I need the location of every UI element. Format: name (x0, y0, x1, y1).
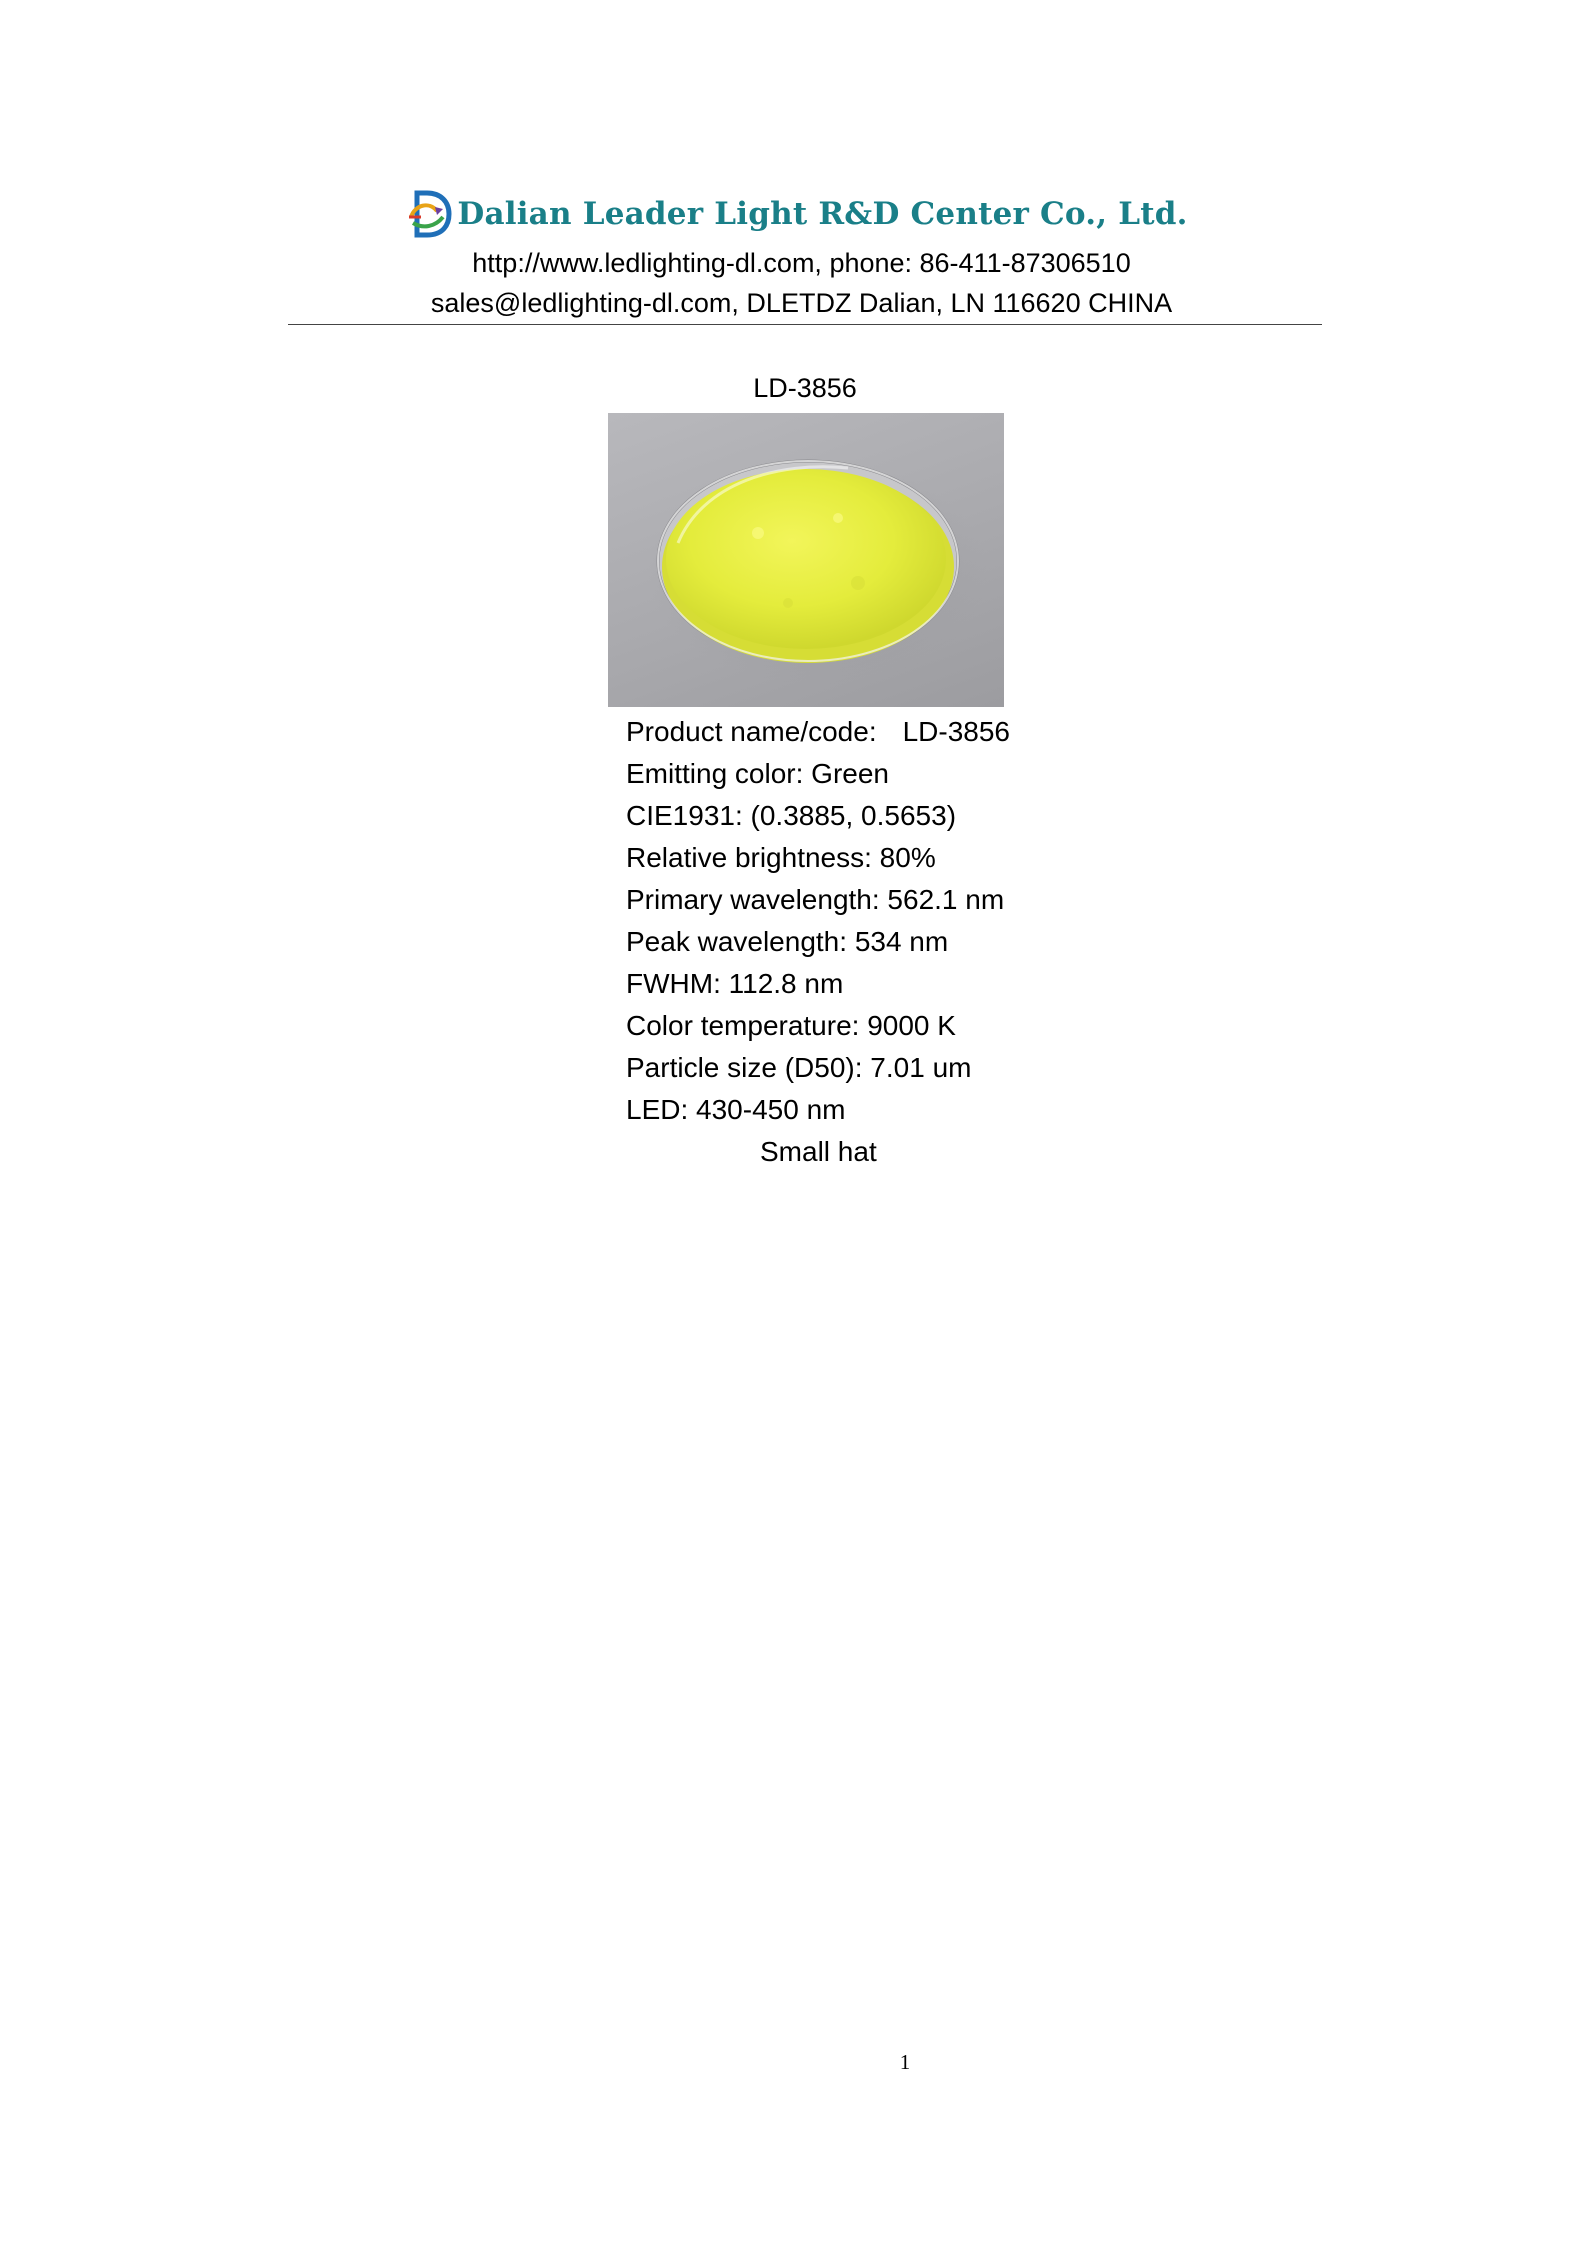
spec-peak-wavelength: Peak wavelength: 534 nm (626, 926, 949, 957)
header-divider (288, 324, 1322, 325)
spec-cie1931: CIE1931: (0.3885, 0.5653) (626, 800, 957, 831)
spec-label: Product name/code: (626, 716, 877, 747)
company-name: Dalian Leader Light R&D Center Co., Ltd. (457, 196, 1188, 232)
spec-note: Small hat (760, 1136, 877, 1167)
company-logo-icon (407, 187, 453, 241)
spec-product-name-code (626, 711, 1226, 753)
contact-line-email-address: sales@ledlighting-dl.com, DLETDZ Dalian, LN 116620 CHINA (430, 288, 1173, 318)
spec-relative-brightness: Relative brightness: 80% (626, 842, 936, 873)
spec-led: LED: 430-450 nm (626, 1094, 846, 1125)
phosphor-dish-image (608, 413, 1004, 707)
spec-particle-size: Particle size (D50): 7.01 um (626, 1052, 972, 1083)
product-spec-list (626, 711, 1226, 1173)
spec-emitting-color: Emitting color: Green (626, 758, 889, 789)
spec-value: LD-3856 (902, 716, 1010, 747)
letterhead (0, 185, 1587, 323)
contact-line-web-phone: http://www.ledlighting-dl.com, phone: 86-411-87306510 (472, 248, 1131, 278)
spec-primary-wavelength: Primary wavelength: 562.1 nm (626, 884, 1005, 915)
company-row (0, 185, 1587, 243)
product-photo (608, 413, 1004, 707)
product-title: LD-3856 (753, 373, 857, 403)
page-number: 1 (899, 2050, 911, 2074)
spec-color-temperature: Color temperature: 9000 K (626, 1010, 956, 1041)
spec-fwhm: FWHM: 112.8 nm (626, 968, 844, 999)
